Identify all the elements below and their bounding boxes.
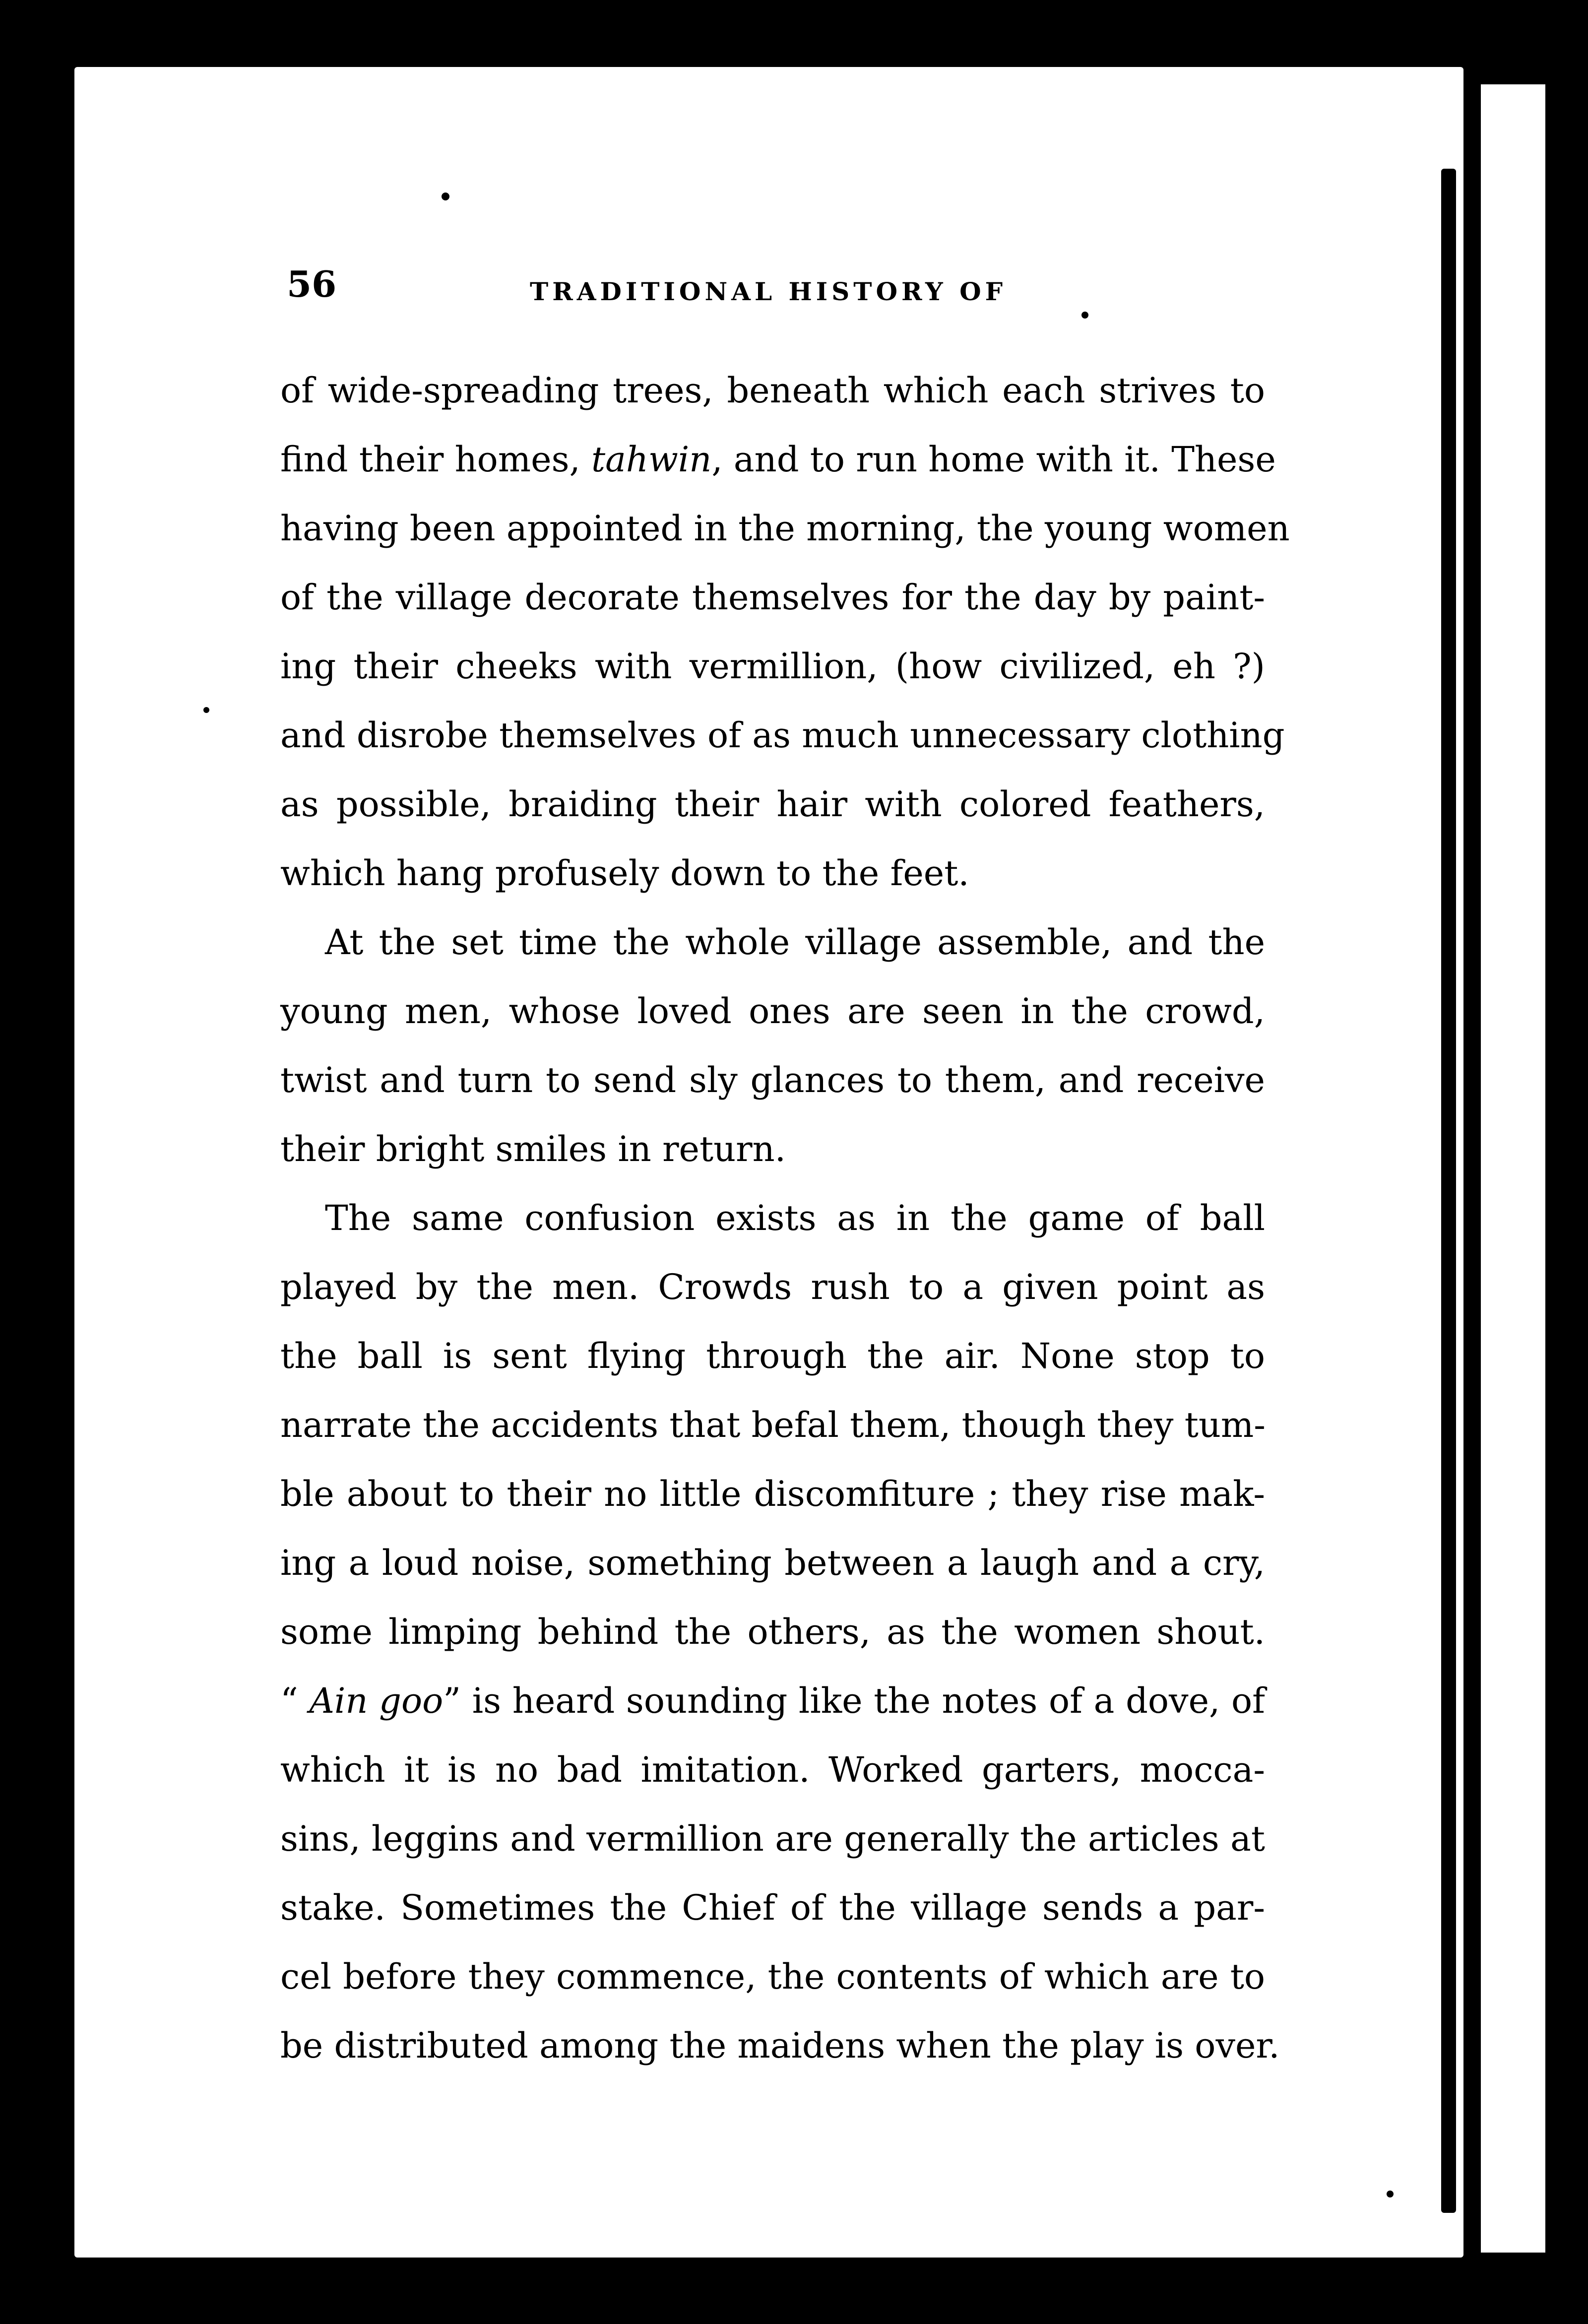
text-line: be distributed among the maidens when the play is over.	[280, 2025, 1280, 2066]
paragraph	[280, 908, 1265, 1184]
text-line: At the set time the whole village assemble, and the	[325, 922, 1265, 963]
text-line: find their homes, tahwin, and to run home with it. These	[280, 439, 1276, 480]
text-line: stake. Sometimes the Chief of the village sends a par-	[280, 1887, 1265, 1928]
page-gutter-shadow	[1441, 169, 1456, 2213]
scan-speck	[442, 193, 449, 200]
text-line: narrate the accidents that befal them, though they tum-	[280, 1405, 1266, 1445]
text-line: cel before they commence, the contents of which are to	[280, 1956, 1265, 1997]
adjacent-page-edge	[1481, 84, 1545, 2253]
text-line: sins, leggins and vermillion are generally the articles at	[280, 1818, 1265, 1859]
running-title: TRADITIONAL HISTORY OF	[530, 277, 1007, 306]
text-line: twist and turn to send sly glances to them, and receive	[280, 1060, 1265, 1100]
scan-speck	[1081, 312, 1088, 319]
text-line: which it is no bad imitation. Worked garters, mocca-	[280, 1749, 1265, 1790]
paragraph	[280, 1184, 1280, 2080]
page-number: 56	[287, 263, 337, 305]
text-line: their bright smiles in return.	[280, 1129, 786, 1169]
text-line: The same confusion exists as in the game of ball	[325, 1198, 1265, 1238]
text-line: and disrobe themselves of as much unnecessary clothing	[280, 715, 1285, 756]
body-text	[280, 356, 1290, 2080]
text-line: of wide-spreading trees, beneath which each strives to	[280, 370, 1265, 411]
paragraph	[280, 356, 1290, 908]
text-line: ing their cheeks with vermillion, (how civilized, eh ?)	[280, 646, 1265, 687]
text-line: of the village decorate themselves for the day by paint-	[280, 577, 1265, 618]
text-line: ing a loud noise, something between a laugh and a cry,	[280, 1543, 1265, 1583]
text-line: as possible, braiding their hair with colored feathers,	[280, 784, 1265, 825]
text-line: played by the men. Crowds rush to a given point as	[280, 1267, 1265, 1307]
text-line: the ball is sent flying through the air. None stop to	[280, 1336, 1265, 1376]
text-line: some limping behind the others, as the women shout.	[280, 1612, 1265, 1652]
text-line: “ Ain goo” is heard sounding like the notes of a dove, of	[280, 1680, 1265, 1721]
page-header	[287, 263, 1130, 308]
text-line: young men, whose loved ones are seen in the crowd,	[280, 991, 1265, 1032]
scan-speck	[203, 707, 209, 713]
text-line: which hang profusely down to the feet.	[280, 853, 969, 894]
text-line: ble about to their no little discomfiture ; they rise mak-	[280, 1474, 1265, 1514]
scan-speck	[1387, 2191, 1394, 2197]
text-line: having been appointed in the morning, the young women	[280, 508, 1290, 549]
